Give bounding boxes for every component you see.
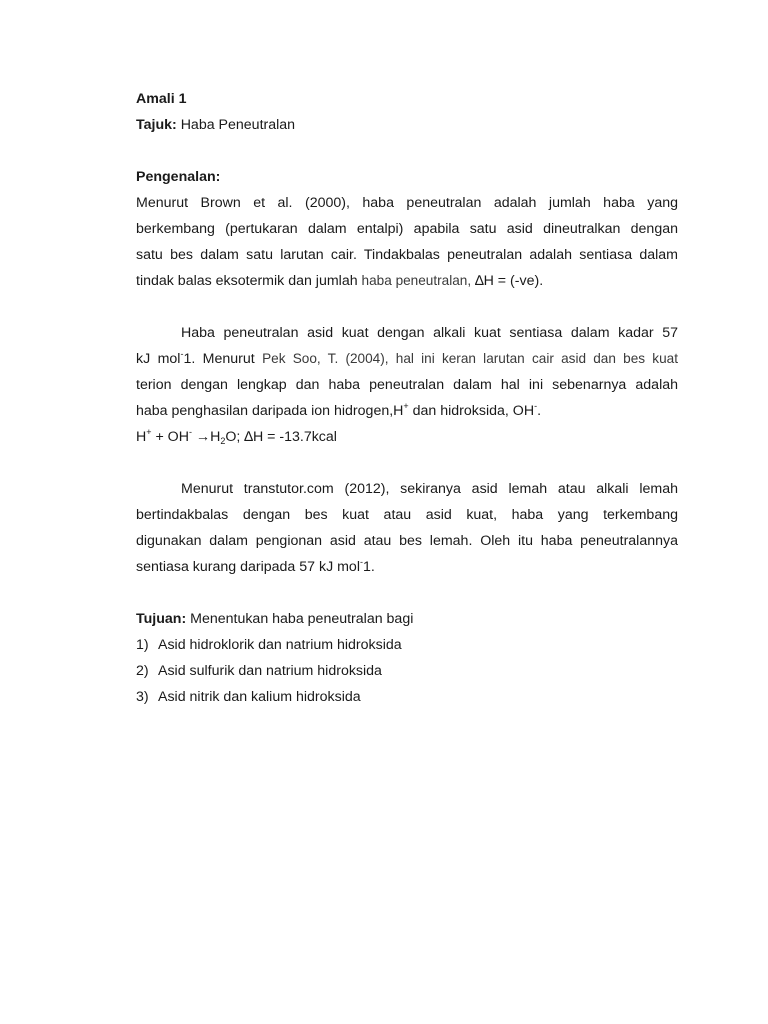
para2-unit: kJ mol: [136, 351, 181, 367]
tajuk-label: Tajuk:: [136, 117, 177, 133]
spacer: [136, 580, 678, 606]
eq-oh-sup: -: [188, 427, 192, 437]
intro-heading: [136, 164, 678, 190]
list-item: [136, 684, 678, 710]
intro-line-4-text: tindak balas eksotermik dan jumlah: [136, 273, 362, 289]
list-number: 2): [136, 663, 149, 679]
list-text: Asid nitrik dan kalium hidroksida: [158, 689, 361, 705]
heading-amali: [136, 86, 678, 112]
para2-line-1: Haba peneutralan asid kuat dengan alkali kuat sentiasa dalam kadar 57: [181, 325, 678, 341]
para3-line-4-c: 1.: [362, 559, 375, 575]
para2-line-4-c: dan hidroksida, OH: [408, 403, 535, 419]
intro-line-4-alt: haba peneutralan,: [361, 273, 475, 288]
equation-line: [136, 424, 678, 450]
eq-h: H: [136, 429, 147, 445]
spacer: [136, 294, 678, 320]
tujuan-value: Menentukan haba peneutralan bagi: [190, 611, 414, 627]
para3-line-4: [136, 554, 678, 580]
para2-unit-sup: -: [180, 349, 184, 359]
intro-line-4: [136, 268, 678, 294]
para3-line-2: bertindakbalas dengan bes kuat atau asid kuat, haba yang terkembang: [136, 507, 678, 523]
title-line: [136, 112, 678, 138]
intro-line-1: Menurut Brown et al. (2000), haba peneutralan adalah jumlah haba yang: [136, 195, 678, 211]
eq-oh: + OH: [151, 429, 189, 445]
para3-line-3: digunakan dalam pengionan asid atau bes lemah. Oleh itu haba peneutralannya: [136, 533, 678, 549]
eq-h2-sub: 2: [220, 436, 226, 446]
eq-h-sup: +: [146, 427, 152, 437]
intro-line-2: berkembang (pertukaran dalam entalpi) apabila satu asid dineutralkan dengan: [136, 221, 678, 237]
document-page: [136, 86, 678, 710]
para2-line-3: terion dengan lengkap dan haba peneutralan dalam hal ini sebenarnya adalah: [136, 377, 678, 393]
para2-line-2: [136, 346, 678, 372]
intro-line-4-delta: ∆H = (-ve).: [474, 273, 544, 289]
spacer: [136, 450, 678, 476]
para2-line-4: [136, 398, 678, 424]
tajuk-value: Haba Peneutralan: [180, 117, 296, 133]
intro-heading-text: Pengenalan:: [136, 169, 221, 185]
list-text: Asid sulfurik dan natrium hidroksida: [158, 663, 382, 679]
objective-line: [136, 606, 678, 632]
para3-unit-sup: -: [359, 557, 363, 567]
eq-rest: O; ∆H = -13.7kcal: [225, 429, 337, 445]
list-text: Asid hidroklorik dan natrium hidroksida: [158, 637, 402, 653]
eq-arrow-h: →H: [191, 429, 221, 445]
oh-minus-sup: -: [534, 401, 538, 411]
para2-text-a: 1. Menurut: [183, 351, 263, 367]
para2-line-4-e: .: [537, 403, 542, 419]
spacer: [136, 138, 678, 164]
list-item: [136, 632, 678, 658]
para3-line-1: Menurut transtutor.com (2012), sekiranya asid lemah atau alkali lemah: [181, 481, 678, 497]
heading-text: Amali 1: [136, 91, 187, 107]
list-number: 1): [136, 637, 149, 653]
para2-line-4-a: haba penghasilan daripada ion hidrogen,H: [136, 403, 404, 419]
list-item: [136, 658, 678, 684]
tujuan-label: Tujuan:: [136, 611, 187, 627]
intro-line-3: satu bes dalam satu larutan cair. Tindakbalas peneutralan adalah sentiasa dalam: [136, 247, 678, 263]
para3-line-4-a: sentiasa kurang daripada 57 kJ mol: [136, 559, 360, 575]
para2-text-b: Pek Soo, T. (2004), hal ini keran larutan cair asid dan bes kuat: [262, 351, 678, 366]
list-number: 3): [136, 689, 149, 705]
h-plus-sup: +: [403, 401, 409, 411]
